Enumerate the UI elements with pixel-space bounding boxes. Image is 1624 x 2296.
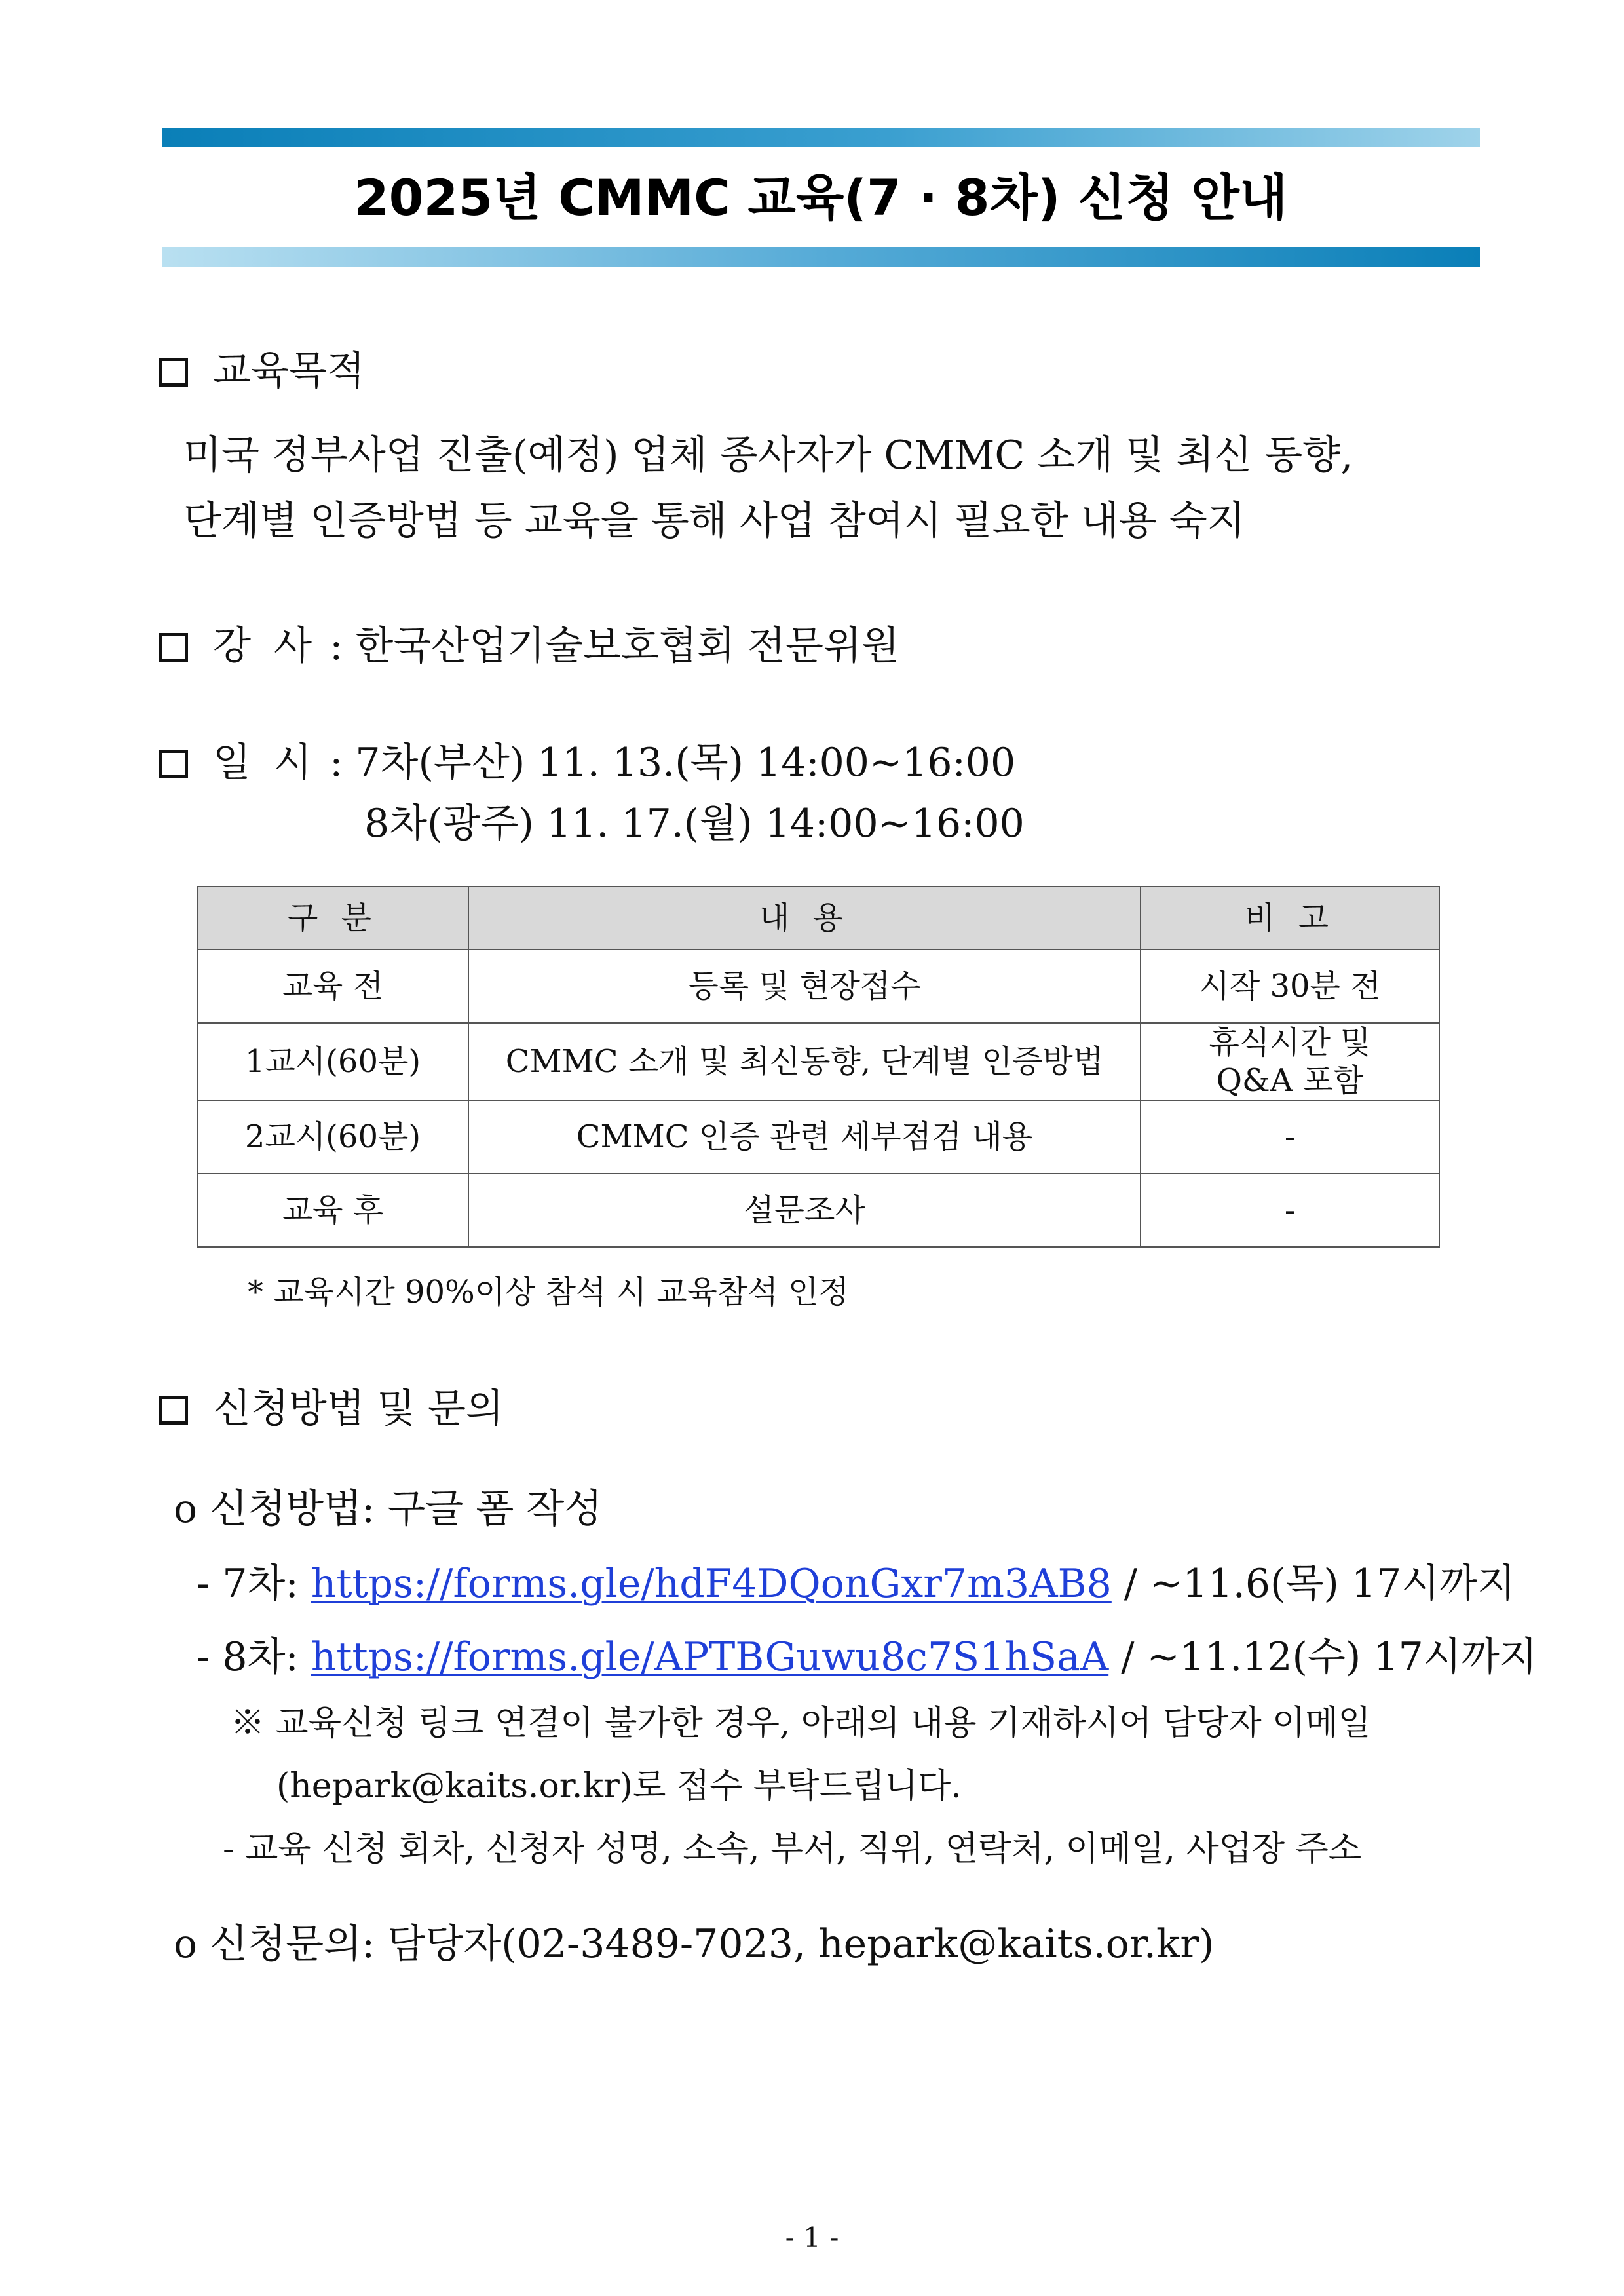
table-cell: 등록 및 현장접수 <box>468 949 1141 1023</box>
apply-inquiry: o 신청문의: 담당자(02-3489-7023, hepark@kaits.or.kr) <box>174 1921 1215 1967</box>
title-bottom-bar <box>162 247 1480 267</box>
checkbox-square-icon <box>159 633 188 662</box>
round-7-form-link[interactable]: https://forms.gle/hdF4DQonGxr7m3AB8 <box>311 1561 1112 1607</box>
section-instructor <box>159 620 899 672</box>
table-cell: 시작 30분 전 <box>1141 949 1439 1023</box>
table-cell: CMMC 소개 및 최신동향, 단계별 인증방법 <box>468 1023 1141 1100</box>
table-cell: 설문조사 <box>468 1174 1141 1247</box>
instructor-value: 한국산업기술보호협회 전문위원 <box>355 623 899 669</box>
apply-notice-line-2: (hepark@kaits.or.kr)로 접수 부탁드립니다. <box>276 1767 962 1806</box>
round-7-label: - 7차: <box>197 1561 311 1607</box>
table-header-cell: 비 고 <box>1141 887 1439 949</box>
apply-notice-fields: - 교육 신청 회차, 신청자 성명, 소속, 부서, 직위, 연락처, 이메일, 사업장 주소 <box>223 1829 1362 1869</box>
table-cell: 교육 후 <box>197 1174 468 1247</box>
instructor-colon: : <box>317 623 356 669</box>
checkbox-square-icon <box>159 750 188 778</box>
table-header-cell: 구 분 <box>197 887 468 949</box>
section-apply-title: 신청방법 및 문의 <box>213 1386 504 1432</box>
title-top-bar <box>162 128 1480 147</box>
table-cell: - <box>1141 1174 1439 1247</box>
apply-round-8 <box>197 1628 1538 1687</box>
table-cell: 2교시(60분) <box>197 1100 468 1174</box>
table-row <box>197 1023 1439 1100</box>
section-purpose-title: 교육목적 <box>213 348 365 394</box>
round-7-deadline: / ~11.6(목) 17시까지 <box>1111 1561 1516 1607</box>
schedule-line-2: 8차(광주) 11. 17.(월) 14:00~16:00 <box>364 801 1025 847</box>
round-8-form-link[interactable]: https://forms.gle/APTBGuwu8c7S1hSaA <box>311 1634 1109 1680</box>
instructor-label: 강 사 <box>213 623 317 669</box>
table-row <box>197 1100 1439 1174</box>
table-row <box>197 1174 1439 1247</box>
table-header-cell: 내 용 <box>468 887 1141 949</box>
schedule-colon: : <box>317 740 356 786</box>
page-title: 2025년 CMMC 교육(7 · 8차) 신청 안내 <box>354 168 1288 227</box>
section-purpose-heading <box>159 345 365 397</box>
table-footnote: * 교육시간 90%이상 참석 시 교육참석 인정 <box>248 1274 849 1311</box>
section-apply-heading <box>159 1383 504 1435</box>
section-schedule <box>159 737 1015 789</box>
round-8-label: - 8차: <box>197 1634 311 1680</box>
schedule-label: 일 시 <box>213 740 317 786</box>
table-cell: 1교시(60분) <box>197 1023 468 1100</box>
round-8-deadline: / ~11.12(수) 17시까지 <box>1108 1634 1538 1680</box>
schedule-table <box>197 886 1440 1248</box>
checkbox-square-icon <box>159 1396 188 1425</box>
schedule-line-1: 7차(부산) 11. 13.(목) 14:00~16:00 <box>355 740 1016 786</box>
page-number: - 1 - <box>785 2221 839 2253</box>
table-cell: 교육 전 <box>197 949 468 1023</box>
table-cell: 휴식시간 및 Q&A 포함 <box>1141 1023 1439 1100</box>
purpose-line-1: 미국 정부사업 진출(예정) 업체 종사자가 CMMC 소개 및 최신 동향, <box>183 432 1353 478</box>
table-cell: CMMC 인증 관련 세부점검 내용 <box>468 1100 1141 1174</box>
apply-method: o 신청방법: 구글 폼 작성 <box>174 1486 603 1532</box>
table-row <box>197 949 1439 1023</box>
apply-round-7 <box>197 1554 1515 1613</box>
table-cell: - <box>1141 1100 1439 1174</box>
apply-notice-line-1: ※ 교육신청 링크 연결이 불가한 경우, 아래의 내용 기재하시어 담당자 이메일 <box>231 1704 1371 1743</box>
checkbox-square-icon <box>159 358 188 387</box>
purpose-line-2: 단계별 인증방법 등 교육을 통해 사업 참여시 필요한 내용 숙지 <box>183 498 1245 544</box>
table-header-row <box>197 887 1439 949</box>
